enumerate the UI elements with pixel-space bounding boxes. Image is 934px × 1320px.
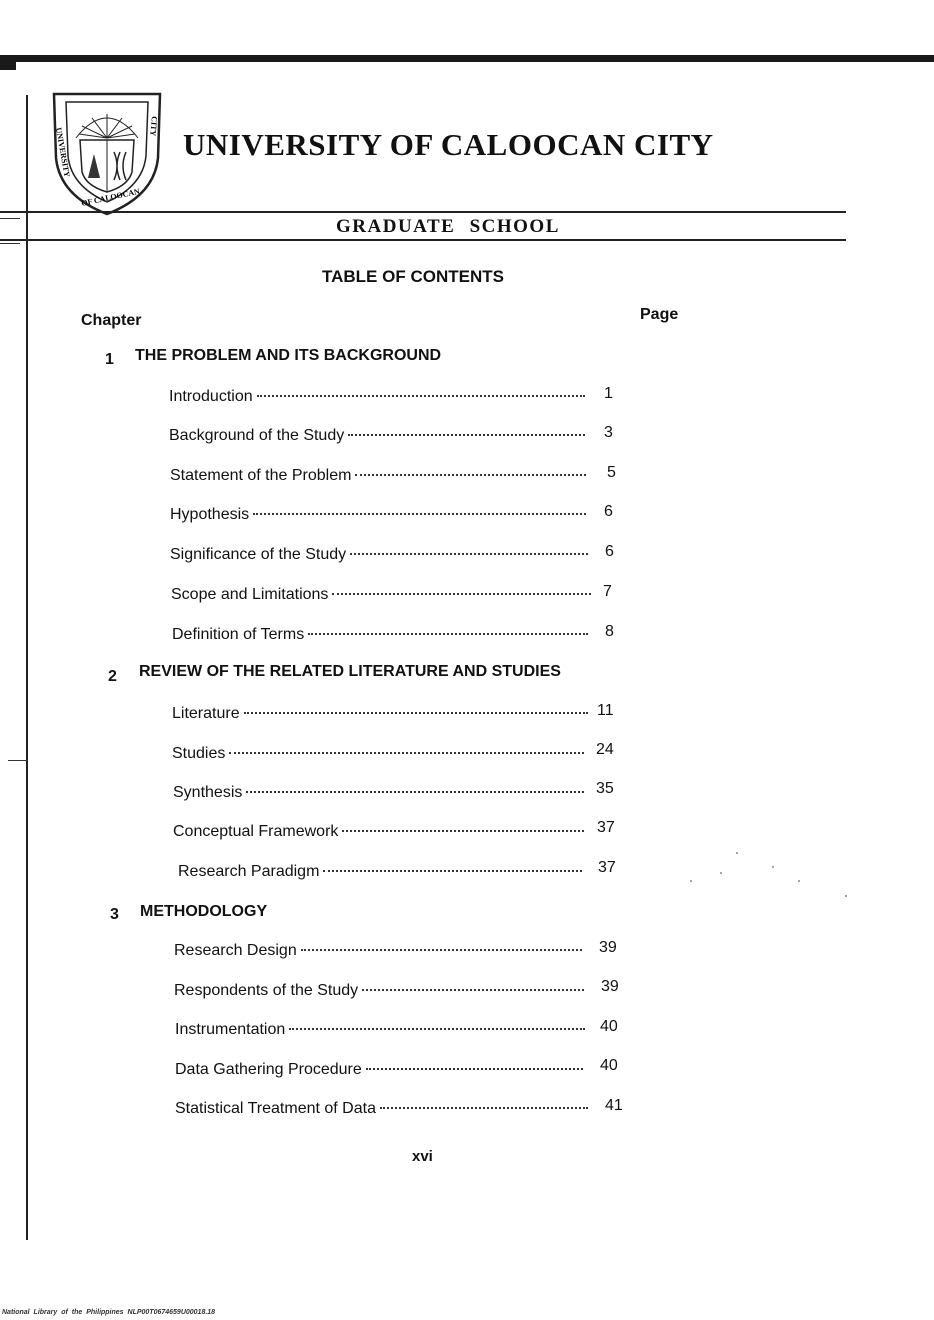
toc-entry[interactable]: [175, 1021, 587, 1043]
toc-entry-label: Background of the Study: [169, 427, 345, 444]
toc-entry[interactable]: [170, 467, 588, 489]
toc-entry-label: Instrumentation: [175, 1021, 286, 1038]
scan-speck: [690, 880, 692, 882]
toc-entry[interactable]: [178, 863, 584, 885]
toc-entry-page: 40: [600, 1018, 618, 1035]
toc-entry-label: Definition of Terms: [172, 626, 305, 643]
toc-entry[interactable]: [174, 942, 584, 964]
chapter-title: REVIEW OF THE RELATED LITERATURE AND STUDIES: [139, 663, 561, 680]
toc-entry[interactable]: [173, 784, 586, 806]
dot-leader: [253, 513, 586, 515]
toc-entry-page: 24: [596, 741, 614, 758]
dot-leader: [257, 395, 585, 397]
margin-tick: [0, 218, 20, 219]
chapter-number: 3: [110, 906, 119, 923]
dot-leader: [246, 791, 584, 793]
toc-entry[interactable]: [169, 388, 587, 410]
margin-tick: [8, 760, 28, 761]
toc-entry-label: Statistical Treatment of Data: [175, 1100, 376, 1117]
toc-entry-page: 3: [604, 424, 613, 441]
toc-entry-page: 39: [601, 978, 619, 995]
dot-leader: [289, 1028, 585, 1030]
toc-entry[interactable]: [173, 823, 586, 845]
margin-tick: [0, 243, 20, 244]
toc-entry[interactable]: [171, 586, 593, 608]
chapter-title: METHODOLOGY: [140, 903, 268, 920]
seal-text-right: CITY: [148, 115, 159, 137]
chapter-number: 2: [108, 668, 117, 685]
toc-title: TABLE OF CONTENTS: [322, 267, 504, 286]
chapter-title: THE PROBLEM AND ITS BACKGROUND: [135, 347, 442, 364]
scan-speck: [720, 872, 722, 874]
toc-entry-label: Hypothesis: [170, 506, 250, 523]
toc-entry[interactable]: [172, 626, 590, 648]
scan-speck: [772, 866, 774, 868]
scan-speck: [845, 895, 847, 897]
dot-leader: [362, 989, 584, 991]
toc-entry[interactable]: [175, 1061, 585, 1083]
page-number: xvi: [412, 1148, 433, 1165]
university-name: UNIVERSITY OF CALOOCAN CITY: [183, 127, 714, 162]
toc-entry-label: Scope and Limitations: [171, 586, 329, 603]
library-footer-stamp: National Library of the Philippines NLP00T0674659U00018.18: [2, 1309, 216, 1316]
toc-entry-page: 1: [604, 385, 613, 402]
toc-entry-label: Introduction: [169, 388, 253, 405]
school-name: GRADUATE SCHOOL: [336, 216, 560, 237]
toc-entry[interactable]: [175, 1100, 590, 1122]
toc-entry[interactable]: [172, 745, 586, 767]
toc-entry[interactable]: [172, 705, 590, 727]
toc-entry[interactable]: [169, 427, 587, 449]
seal-text-bottom: OF CALOOCAN: [80, 186, 141, 208]
toc-entry-label: Research Design: [174, 942, 297, 959]
scan-corner-mark: [0, 60, 16, 70]
dot-leader: [308, 633, 588, 635]
dot-leader: [380, 1107, 588, 1109]
toc-entry-page: 40: [600, 1057, 618, 1074]
toc-entry-label: Studies: [172, 745, 226, 762]
dot-leader: [229, 752, 584, 754]
dot-leader: [355, 474, 586, 476]
toc-entry-label: Data Gathering Procedure: [175, 1061, 362, 1078]
toc-entry-page: 6: [605, 543, 614, 560]
toc-entry-page: 5: [607, 464, 616, 481]
toc-entry-label: Research Paradigm: [178, 863, 320, 880]
page-column-header: Page: [640, 306, 679, 323]
scan-top-border: [0, 55, 934, 62]
seal-text-left: UNIVERSITY: [54, 126, 72, 178]
chapter-number: 1: [105, 351, 114, 368]
toc-entry-page: 8: [605, 623, 614, 640]
toc-entry-page: 37: [598, 859, 616, 876]
dot-leader: [244, 712, 588, 714]
toc-entry-label: Statement of the Problem: [170, 467, 352, 484]
toc-entry-label: Synthesis: [173, 784, 243, 801]
toc-entry-label: Literature: [172, 705, 240, 722]
dot-leader: [350, 553, 588, 555]
toc-entry-page: 35: [596, 780, 614, 797]
toc-entry-page: 39: [599, 939, 617, 956]
header-rule-bottom: [0, 239, 846, 241]
toc-entry[interactable]: [170, 506, 588, 528]
scan-speck: [798, 880, 800, 882]
dot-leader: [342, 830, 584, 832]
toc-entry[interactable]: [174, 982, 586, 1004]
left-margin-rule: [26, 95, 28, 1240]
toc-entry[interactable]: [170, 546, 590, 568]
dot-leader: [301, 949, 582, 951]
toc-entry-page: 11: [597, 702, 614, 719]
chapter-column-header: Chapter: [81, 312, 142, 329]
dot-leader: [366, 1068, 583, 1070]
toc-entry-label: Conceptual Framework: [173, 823, 339, 840]
header-rule-top: [0, 211, 846, 213]
toc-entry-label: Respondents of the Study: [174, 982, 359, 999]
dot-leader: [348, 434, 585, 436]
dot-leader: [323, 870, 582, 872]
toc-entry-page: 7: [603, 583, 612, 600]
toc-entry-page: 6: [604, 503, 613, 520]
toc-entry-page: 37: [597, 819, 615, 836]
university-seal-logo: [48, 88, 166, 218]
toc-entry-label: Significance of the Study: [170, 546, 347, 563]
scan-speck: [736, 852, 738, 854]
toc-entry-page: 41: [605, 1097, 623, 1114]
dot-leader: [332, 593, 591, 595]
